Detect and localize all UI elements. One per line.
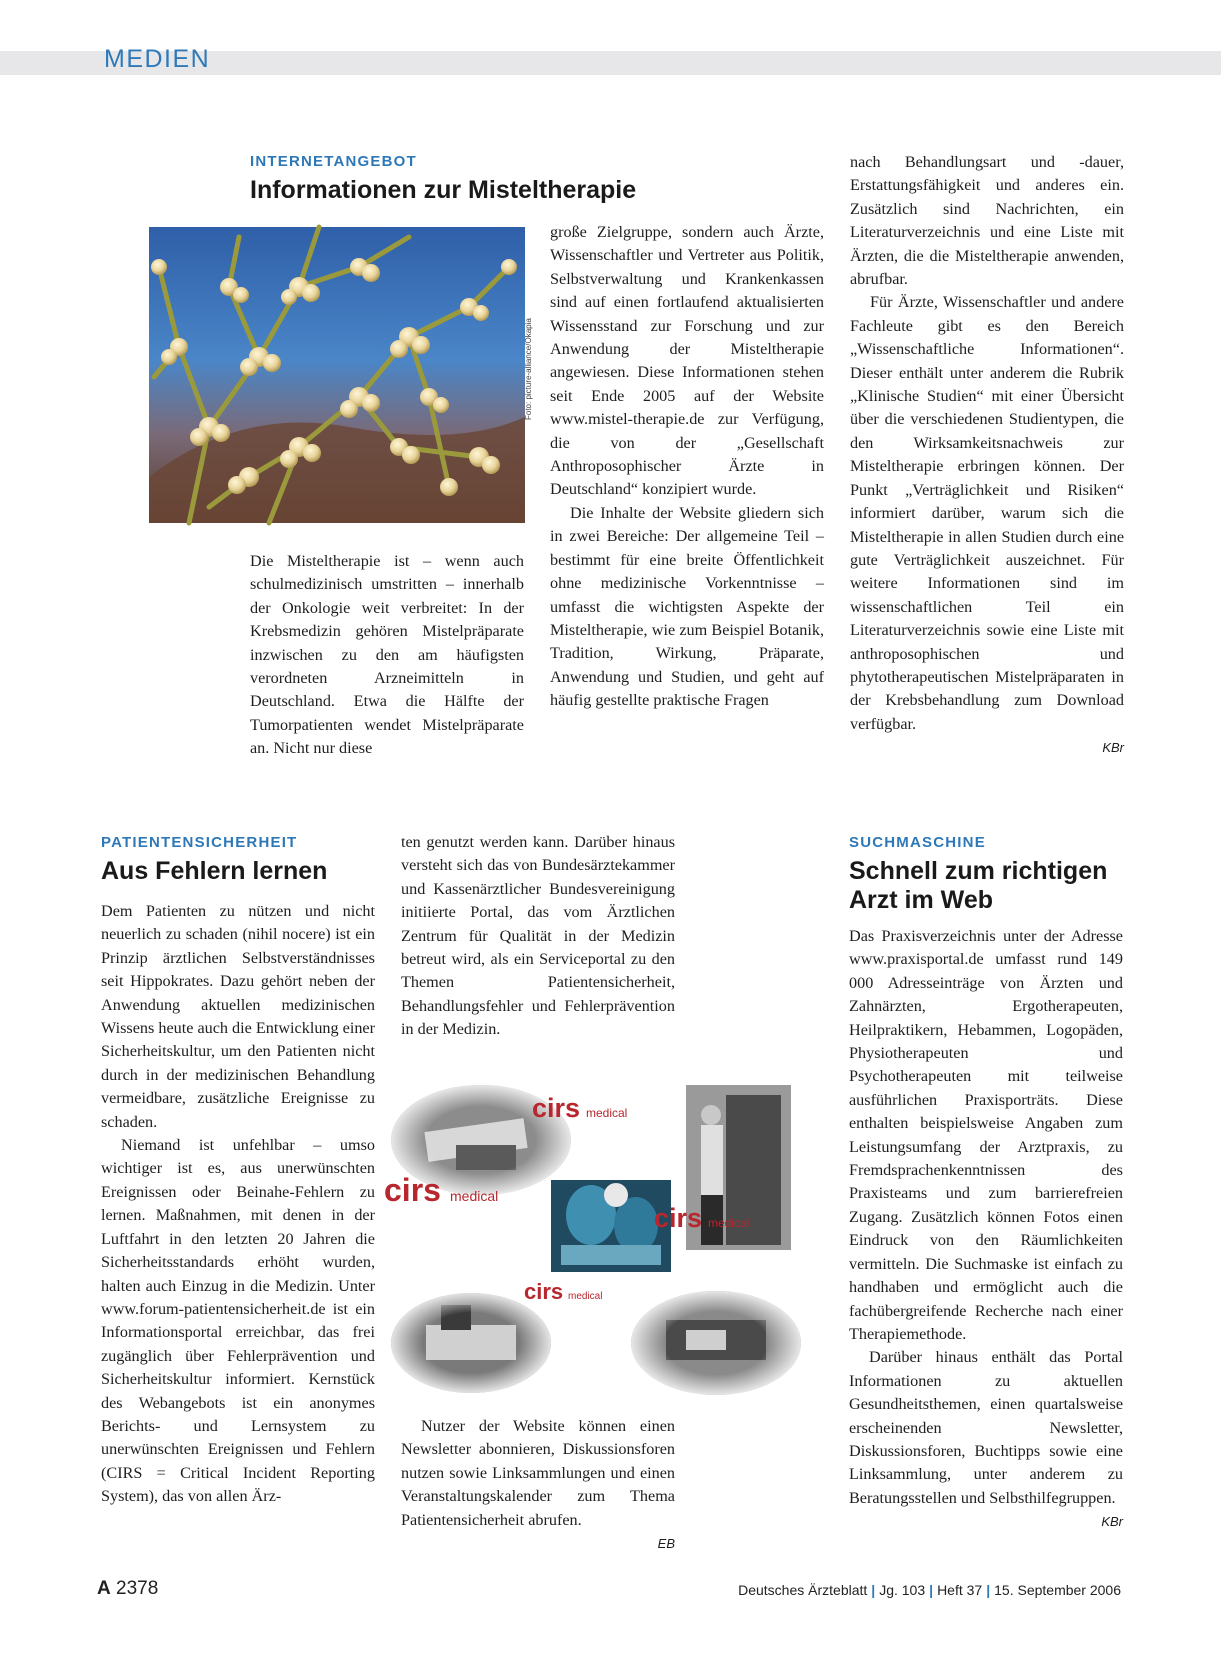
article2-column-2b [401, 1415, 675, 1555]
article2-title: Aus Fehlern lernen [101, 857, 328, 885]
article3-signature: KBr [1101, 1514, 1123, 1530]
journal-citation: Deutsches Ärzteblatt | Jg. 103 | Heft 37 | 15. September 2006 [738, 1582, 1121, 1598]
article1-column-2 [550, 221, 824, 713]
journal-date: 15. September 2006 [994, 1582, 1121, 1598]
cirs-logo: cirs [532, 1093, 581, 1123]
article1-column-3 [850, 151, 1124, 760]
article2-paragraph: ten genutzt werden kann. Darüber hinaus versteht sich das von Bundesärztekammer und Kassenärztlicher Bundesvereinigung initiierte Portal, das vom Ärztlichen Zentrum für Qualität in der Medizin betreut wird, als ein Serviceportal zu den Themen Patientensicherheit, Behandlungsfehler und Fehlerprävention in der Medizin. [401, 833, 675, 1039]
article1-column-1 [250, 550, 524, 761]
article3-title-line-2: Arzt im Web [849, 886, 993, 914]
article1-paragraph: nach Behandlungsart und -dauer, Erstattungsfähigkeit und anderes ein. Zusätzlich sind Nachrichten, ein Literaturverzeichnis und eine Liste mit Ärzten, die die Misteltherapie anwenden, abrufbar. [850, 153, 1124, 289]
cirs-collage [384, 1085, 796, 1395]
article1-signature: KBr [1102, 740, 1124, 756]
cirs-logo-sub: medical [586, 1106, 628, 1120]
article3-kicker: SUCHMASCHINE [849, 834, 986, 851]
journal-issue: Heft 37 [937, 1582, 983, 1598]
page-number-value: 2378 [116, 1578, 159, 1599]
article3-paragraph: Das Praxisverzeichnis unter der Adresse www.praxisportal.de umfasst rund 149 000 Adresseinträge von Ärzten und Zahnärzten, Ergotherapeuten, Heilpraktikern, Hebammen, Logopäden, Physiotherapeuten und Psychotherapeuten mit teilweise ausführlichen Praxisporträts. Diese enthalten beispielsweise Angaben zum Leistungsumfang der Arztpraxis, zu Fremdsprachenkenntnissen des Praxisteams und zum barrierefreien Zugang. Zusätzlich können Fotos einen Eindruck von den Räumlichkeiten vermitteln. Die Suchmaske ist einfach zu handhaben und ermöglicht auch die fachübergreifende Recherche nach einer Therapiemethode. [849, 927, 1123, 1343]
journal-volume: Jg. 103 [879, 1582, 926, 1598]
cirs-logo-sub: medical [450, 1188, 499, 1204]
collage-photo-surgery [551, 1180, 671, 1272]
article2-signature: EB [657, 1536, 675, 1552]
article3-column [849, 925, 1123, 1534]
page-number [97, 1578, 158, 1600]
mistletoe-photo [149, 227, 525, 523]
article1-paragraph: Für Ärzte, Wissenschaftler und andere Fachleute gibt es den Bereich „Wissenschaftliche Informationen“. Dieser enthält unter anderem die Rubrik „Klinische Studien“ mit einer Übersicht über die verschiedenen Studientypen, die den Wirksamkeitsnachweis zur Misteltherapie erbringen können. Der Punkt „Verträglichkeit und Risiken“ informiert darüber, warum sich die Misteltherapie in allen Studien durch eine gute Verträglichkeit auszeichnet. Für weitere Informationen sind im wissenschaftlichen Teil ein Literaturverzeichnis sowie eine Liste mit anthroposophischen und phytotherapeutischen Mistelpräparaten in der Krebsbehandlung zum Download verfügbar. [850, 293, 1124, 733]
cirs-logo: cirs [524, 1279, 564, 1304]
article1-kicker: INTERNETANGEBOT [250, 153, 417, 170]
journal-name: Deutsches Ärzteblatt [738, 1582, 868, 1598]
cirs-logo-sub: medical [568, 1291, 603, 1302]
article2-column-2 [401, 831, 675, 1042]
article2-column-1 [101, 900, 375, 1509]
collage-photo-ward [391, 1293, 551, 1393]
article1-paragraph: große Zielgruppe, sondern auch Ärzte, Wissenschaftler und Vertreter aus Politik, Selbstverwaltung und Krankenkassen sind auf einen fortlaufend aktualisierten Wissensstand zur Forschung und zur Anwendung der Misteltherapie angewiesen. Diese Informationen stehen seit Ende 2005 auf der Website www.mistel-therapie.de zur Verfügung, die von der „Gesellschaft Anthroposophischer Ärzte in Deutschland“ konzipiert wurde. [550, 223, 824, 499]
article2-paragraph: Nutzer der Website können einen Newsletter abonnieren, Diskussionsforen nutzen sowie Linksammlungen und einen Veranstaltungskalender zum Thema Patientensicherheit abrufen. [401, 1417, 675, 1529]
article3-paragraph: Darüber hinaus enthält das Portal Informationen zu aktuellen Gesundheitsthemen, einen quartalsweise erscheinenden Newsletter, Diskussionsforen, Buchtipps sowie eine Linksammlung, unter anderem zu Beratungsstellen und Selbsthilfegruppen. [849, 1348, 1123, 1507]
cirs-logo-sub: medical [708, 1216, 750, 1230]
article1-paragraph: Die Misteltherapie ist – wenn auch schulmedizinisch umstritten – innerhalb der Onkologie weit verbreitet: In der Krebsmedizin gehören Mistelpräparate inzwischen zu den am häufigsten verordneten Arzneimitteln in Deutschland. Etwa die Hälfte der Tumorpatienten wendet Mistelpräparate an. Nicht nur diese [250, 552, 524, 758]
page-prefix: A [97, 1578, 111, 1599]
cirs-logo: cirs [384, 1172, 441, 1208]
article3-title-line-1: Schnell zum richtigen [849, 857, 1108, 885]
section-label: MEDIEN [104, 45, 211, 73]
article2-paragraph: Dem Patienten zu nützen und nicht neuerlich zu schaden (nihil nocere) ist ein Prinzip ärztlichen Selbstverständnisses seit Hippokrates. Dazu gehört neben der Anwendung aktuellen medizinischen Wissens heute auch die Entwicklung einer Sicherheitskultur, um den Patienten nicht durch in der medizinischen Behandlung vermeidbare, zusätzliche Ereignisse zu schaden. [101, 902, 376, 1131]
article2-paragraph: Niemand ist unfehlbar – umso wichtiger ist es, aus unerwünschten Ereignissen oder Beinahe-Fehlern zu lernen. Maßnahmen, mit denen in der Luftfahrt in den letzten 20 Jahren die Sicherheitsstandards erhöht wurden, halten auch Einzug in die Medizin. Unter www.forum-patientensicherheit.de ist ein Informationsportal erreichbar, das frei zugänglich über Fehlerprävention und Sicherheitskultur informiert. Kernstück des Webangebots ist ein anonymes Berichts- und Lernsystem zu unerwünschten Ereignissen und Fehlern (CIRS = Critical Incident Reporting System), das von allen Ärz- [101, 1136, 375, 1506]
collage-photo-lab [631, 1291, 801, 1395]
cirs-logo: cirs [654, 1203, 703, 1233]
photo-credit: Foto: picture-alliance/Okapia [524, 318, 533, 420]
article1-paragraph: Die Inhalte der Website gliedern sich in zwei Bereiche: Der allgemeine Teil – bestimmt für eine breite Öffentlichkeit ohne medizinische Vorkenntnisse – umfasst die wichtigsten Aspekte der Misteltherapie, wie zum Beispiel Botanik, Tradition, Wirkung, Präparate, Anwendung und Studien, und geht auf häufig gestellte praktische Fragen [550, 503, 824, 710]
article1-title: Informationen zur Misteltherapie [250, 176, 637, 204]
article2-kicker: PATIENTENSICHERHEIT [101, 834, 298, 851]
